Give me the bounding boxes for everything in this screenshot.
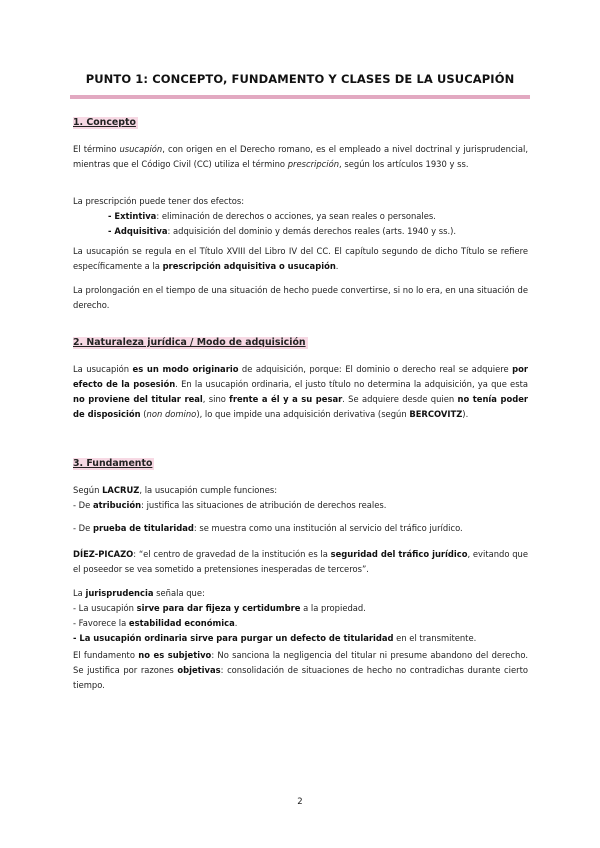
list-item: - La usucapión ordinaria sirve para purgar un defecto de titularidad en el transmitente. [73,633,477,643]
paragraph-prueba: - De prueba de titularidad: se muestra como una institución al servicio del tráfico jurídico. [73,523,463,533]
paragraph-prolongation: La prolongación en el tiempo de una situación de hecho puede convertirse, si no lo era, en una situación de derecho. [73,285,528,310]
section-heading-naturaleza: 2. Naturaleza jurídica / Modo de adquisición [73,337,306,348]
section-heading-fundamento: 3. Fundamento [73,458,153,469]
page-title: PUNTO 1: CONCEPTO, FUNDAMENTO Y CLASES DE LA USUCAPIÓN [85,72,515,86]
paragraph-nature: La usucapión es un modo originario de adquisición, porque: El dominio o derecho real se adquiere por efecto de la posesión. En la usucapión ordinaria, el justo título no determina la adquisición, ya que esta no proviene del titular real, sino frente a él y a su pesar. Se adquiere desde quien no tenía poder de disposición (non domino), lo que impide una adquisición derivativa (según BERCOVITZ). [73,364,529,419]
paragraph-subjective: El fundamento no es subjetivo: No sanciona la negligencia del titular ni presume abandono del derecho. Se justifica por razones objetivas: consolidación de situaciones de hecho no contradichas durante cierto tiempo. [73,650,529,690]
page-number: 2 [297,797,303,807]
list-item: - Favorece la estabilidad económica. [73,618,238,628]
title-underline [70,95,530,99]
list-item: - Adquisitiva: adquisición del dominio y demás derechos reales (arts. 1940 y ss.). [108,226,457,236]
list-item: - Extintiva: eliminación de derechos o acciones, ya sean reales o personales. [108,211,436,221]
list-item: - La usucapión sirve para dar fijeza y certidumbre a la propiedad. [73,603,366,613]
paragraph-effects: La prescripción puede tener dos efectos: - Extintiva: eliminación de derechos o acciones, ya sean reales o personales. - Adquisitiva: adquisición del dominio y demás derechos reales (arts. 1940 y ss.). [73,194,528,239]
paragraph-regulation: La usucapión se regula en el Título XVIII del Libro IV del CC. El capítulo segundo de dicho Título se refiere específicamente a la prescripción adquisitiva o usucapión. [73,246,528,271]
section-heading-concepto: 1. Concepto [73,117,136,128]
paragraph-diez-picazo: DÍEZ-PICAZO: “el centro de gravedad de la institución es la seguridad del tráfico jurídico, evitando que el poseedor se vea sometido a pretensiones inesperadas de terceros”. [73,549,528,574]
paragraph-lacruz: Según LACRUZ, la usucapión cumple funciones: - De atribución: justifica las situaciones de atribución de derechos reales. [73,485,387,510]
paragraph-concept: El término usucapión, con origen en el Derecho romano, es el empleado a nivel doctrinal y jurisprudencial, mientras que el Código Civil (CC) utiliza el término prescripción, según los artículos 1930 y ss. [73,144,528,169]
paragraph-jurisprudencia: La jurisprudencia señala que: - La usucapión sirve para dar fijeza y certidumbre a la propiedad. - Favorece la estabilidad económica. - La usucapión ordinaria sirve para purgar un defecto de titularidad en el transmitente. [73,586,528,646]
